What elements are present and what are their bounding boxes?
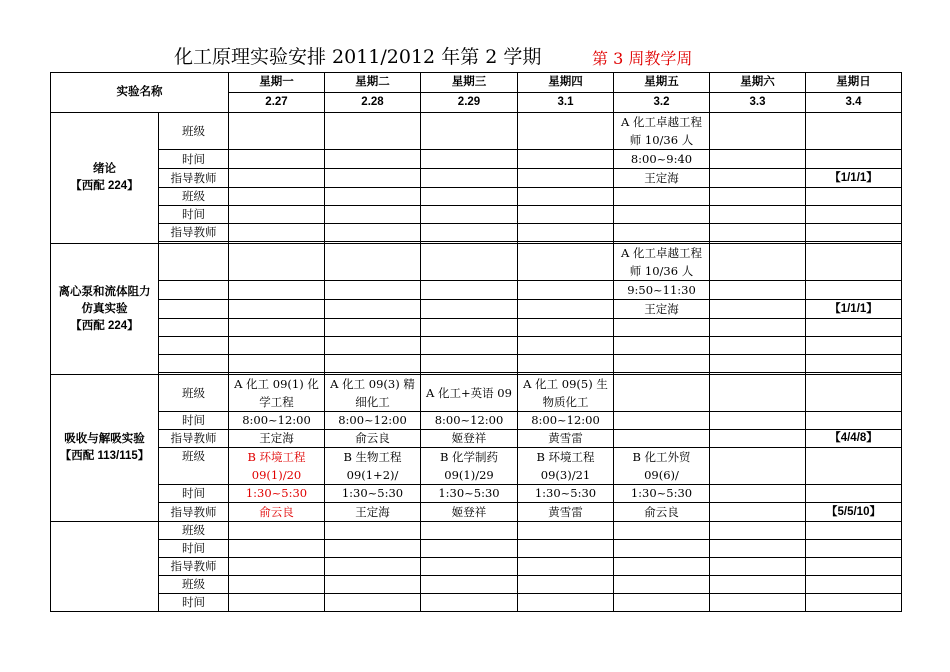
- row-label-time: 时间: [159, 594, 229, 612]
- row-label-teacher: 指导教师: [159, 430, 229, 448]
- experiment-room: 【西配 224】: [70, 180, 139, 192]
- session-count: 【5/5/10】: [806, 503, 902, 522]
- schedule-cell: 1:30~5:30: [614, 485, 710, 503]
- schedule-cell: 王定海: [325, 503, 421, 522]
- experiment-pump: [51, 244, 159, 375]
- row-label-class: 班级: [159, 522, 229, 540]
- schedule-cell: 王定海: [614, 169, 710, 188]
- experiment-name: 吸收与解吸实验: [64, 433, 145, 445]
- experiment-name: 绪论: [93, 163, 116, 175]
- day-header-wed: 星期三: [421, 73, 518, 93]
- experiment-room: 【西配 113/115】: [59, 450, 150, 462]
- schedule-cell: 9:50~11:30: [614, 281, 710, 300]
- experiment-intro: [51, 113, 159, 244]
- schedule-cell: 1:30~5:30: [421, 485, 518, 503]
- row-label-teacher: 指导教师: [159, 224, 229, 242]
- schedule-table: [50, 72, 902, 612]
- schedule-cell: 8:00~12:00: [518, 412, 614, 430]
- row-label-class: 班级: [159, 188, 229, 206]
- day-header-thu: 星期四: [518, 73, 614, 93]
- row-label-time: 时间: [159, 150, 229, 169]
- date-header-thu: 3.1: [518, 93, 614, 113]
- schedule-cell: B 环境工程 09(3)/21: [518, 448, 614, 485]
- row-label-time: 时间: [159, 540, 229, 558]
- day-header-fri: 星期五: [614, 73, 710, 93]
- row-label-time: 时间: [159, 485, 229, 503]
- day-header-mon: 星期一: [229, 73, 325, 93]
- experiment-empty: [51, 522, 159, 612]
- date-header-sun: 3.4: [806, 93, 902, 113]
- row-label-teacher: 指导教师: [159, 503, 229, 522]
- schedule-cell: B 化学制药 09(1)/29: [421, 448, 518, 485]
- schedule-cell: A 化工卓越工程师 10/36 人: [614, 244, 710, 281]
- row-label-class: 班级: [159, 448, 229, 485]
- row-label-class: 班级: [159, 576, 229, 594]
- date-header-wed: 2.29: [421, 93, 518, 113]
- session-count: 【1/1/1】: [806, 169, 902, 188]
- row-label-teacher: 指导教师: [159, 169, 229, 188]
- schedule-cell: 黄雪雷: [518, 503, 614, 522]
- schedule-cell: 8:00~9:40: [614, 150, 710, 169]
- schedule-cell: A 化工+英语 09: [421, 375, 518, 412]
- schedule-cell: 1:30~5:30: [518, 485, 614, 503]
- schedule-cell: B 生物工程 09(1+2)/: [325, 448, 421, 485]
- session-count: 【4/4/8】: [806, 430, 902, 448]
- schedule-cell: 王定海: [614, 300, 710, 319]
- schedule-cell: 姬登祥: [421, 503, 518, 522]
- date-header-sat: 3.3: [710, 93, 806, 113]
- experiment-name: 离心泵和流体阻力仿真实验: [58, 285, 151, 315]
- schedule-cell: 俞云良: [325, 430, 421, 448]
- schedule-cell: 8:00~12:00: [421, 412, 518, 430]
- date-header-tue: 2.28: [325, 93, 421, 113]
- day-header-sat: 星期六: [710, 73, 806, 93]
- schedule-cell: 1:30~5:30: [325, 485, 421, 503]
- schedule-cell: 8:00~12:00: [325, 412, 421, 430]
- row-label-time: 时间: [159, 412, 229, 430]
- schedule-cell: A 化工 09(3) 精细化工: [325, 375, 421, 412]
- schedule-cell: 8:00~12:00: [229, 412, 325, 430]
- day-header-tue: 星期二: [325, 73, 421, 93]
- row-label-class: 班级: [159, 113, 229, 150]
- date-header-mon: 2.27: [229, 93, 325, 113]
- schedule-cell: 1:30~5:30: [229, 485, 325, 503]
- week-label: 第 3 周教学周: [592, 49, 693, 68]
- experiment-room: 【西配 224】: [70, 319, 139, 332]
- schedule-cell: A 化工卓越工程师 10/36 人: [614, 113, 710, 150]
- schedule-cell: 俞云良: [614, 503, 710, 522]
- schedule-cell: B 化工外贸 09(6)/: [614, 448, 710, 485]
- schedule-cell: 俞云良: [229, 503, 325, 522]
- page-title: 化工原理实验安排 2011/2012 年第 2 学期: [174, 46, 542, 68]
- schedule-cell: B 环境工程 09(1)/20: [229, 448, 325, 485]
- session-count: 【1/1/1】: [806, 300, 902, 319]
- schedule-cell: 姬登祥: [421, 430, 518, 448]
- experiment-absorption: [51, 375, 159, 522]
- schedule-cell: A 化工 09(1) 化学工程: [229, 375, 325, 412]
- experiment-name-header: 实验名称: [51, 73, 229, 113]
- schedule-cell: 王定海: [229, 430, 325, 448]
- schedule-cell: 黄雪雷: [518, 430, 614, 448]
- day-header-sun: 星期日: [806, 73, 902, 93]
- schedule-cell: A 化工 09(5) 生物质化工: [518, 375, 614, 412]
- row-label-teacher: 指导教师: [159, 558, 229, 576]
- row-label-time: 时间: [159, 206, 229, 224]
- date-header-fri: 3.2: [614, 93, 710, 113]
- row-label-class: 班级: [159, 375, 229, 412]
